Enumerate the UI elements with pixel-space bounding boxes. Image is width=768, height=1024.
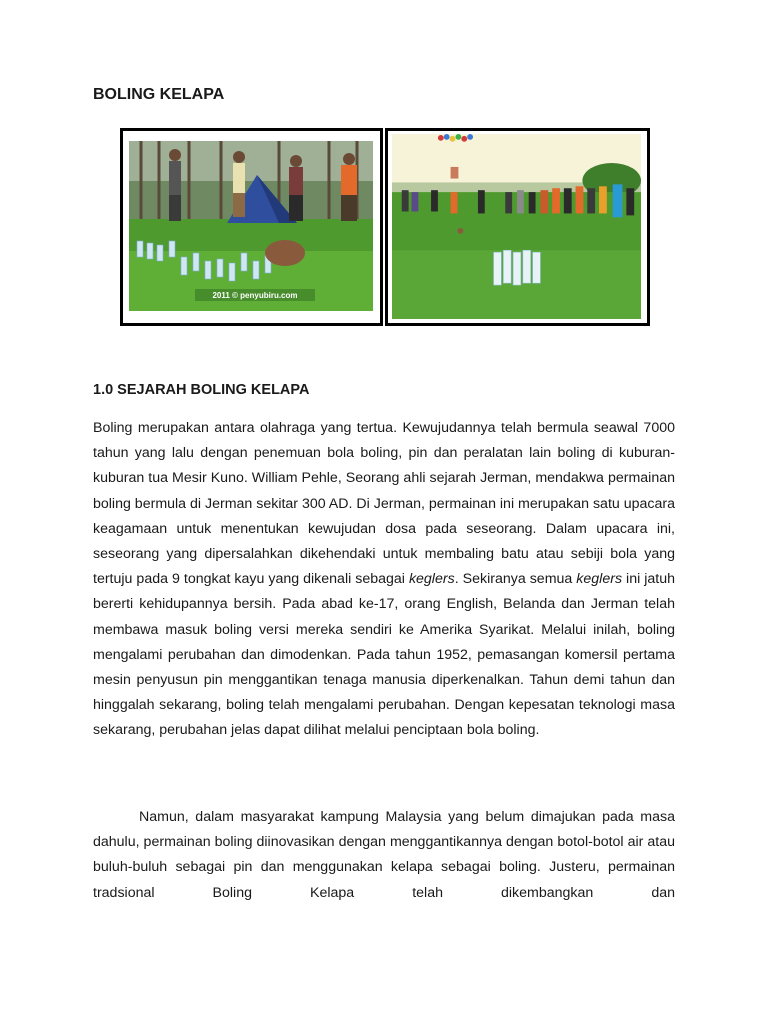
photo-coconut-bowling-forest (120, 128, 383, 326)
photo-coconut-bowling-field (385, 128, 650, 326)
photo-watermark: 2011 © penyubiru.com (212, 291, 298, 300)
paragraph-text: Boling merupakan antara olahraga yang tertua. Kewujudannya telah bermula seawal 7000 tahun yang lalu dengan penemuan bola boling, pin dan peralatan lain boling di kuburan-kuburan tua Mesir Kuno. William Pehle, Seorang ahli sejarah Jerman, mendakwa permainan boling bermula di Jerman sekitar 300 AD. Di Jerman, permainan ini merupakan satu upacara keagamaan untuk menentukan kewujudan dosa pada seseorang. Dalam upacara ini, seseorang yang dipersalahkan dikehendaki untuk membaling batu atau sebiji bola yang tertuju pada 9 tongkat kayu yang dikenali sebagai (93, 420, 675, 588)
paragraph-text: ini jatuh bererti kehidupannya bersih. Pada abad ke-17, orang English, Belanda dan Jerman telah membawa masuk boling versi mereka sendiri ke Amerika Syarikat. Melalui inilah, boling mengalami perubahan dan dimodenkan. Pada tahun 1952, pemasangan komersil pertama mesin penyusun pin menggantikan tenaga manusia diperkenalkan. Tahun demi tahun dan hinggalah sekarang, boling telah mengalami perubahan. Dengan kepesatan teknologi masa sekarang, perubahan jelas dapat dilihat melalui penciptaan bola boling. (93, 571, 675, 739)
photo-strip (120, 128, 650, 328)
paragraph-text: . Sekiranya semua (454, 571, 577, 588)
field-scene-image (392, 134, 641, 319)
coconut-ball (265, 240, 305, 266)
forest-scene-image (129, 141, 373, 311)
italic-term: keglers (408, 571, 455, 588)
paragraph-malaysia: Namun, dalam masyarakat kampung Malaysia yang belum dimajukan pada masa dahulu, permainan boling diinovasikan dengan menggantikannya dengan botol-botol air atau buluh-buluh sebagai pin dan menggunakan kelapa sebagai boling. Justeru, permainan tradsional Boling Kelapa telah dikembangkan dan (93, 809, 675, 901)
italic-term: keglers (576, 571, 623, 588)
paragraph-history (93, 416, 675, 744)
section-heading: 1.0 SEJARAH BOLING KELAPA (93, 382, 310, 398)
document-title: BOLING KELAPA (93, 86, 225, 103)
bottle-pins-field (494, 250, 541, 285)
